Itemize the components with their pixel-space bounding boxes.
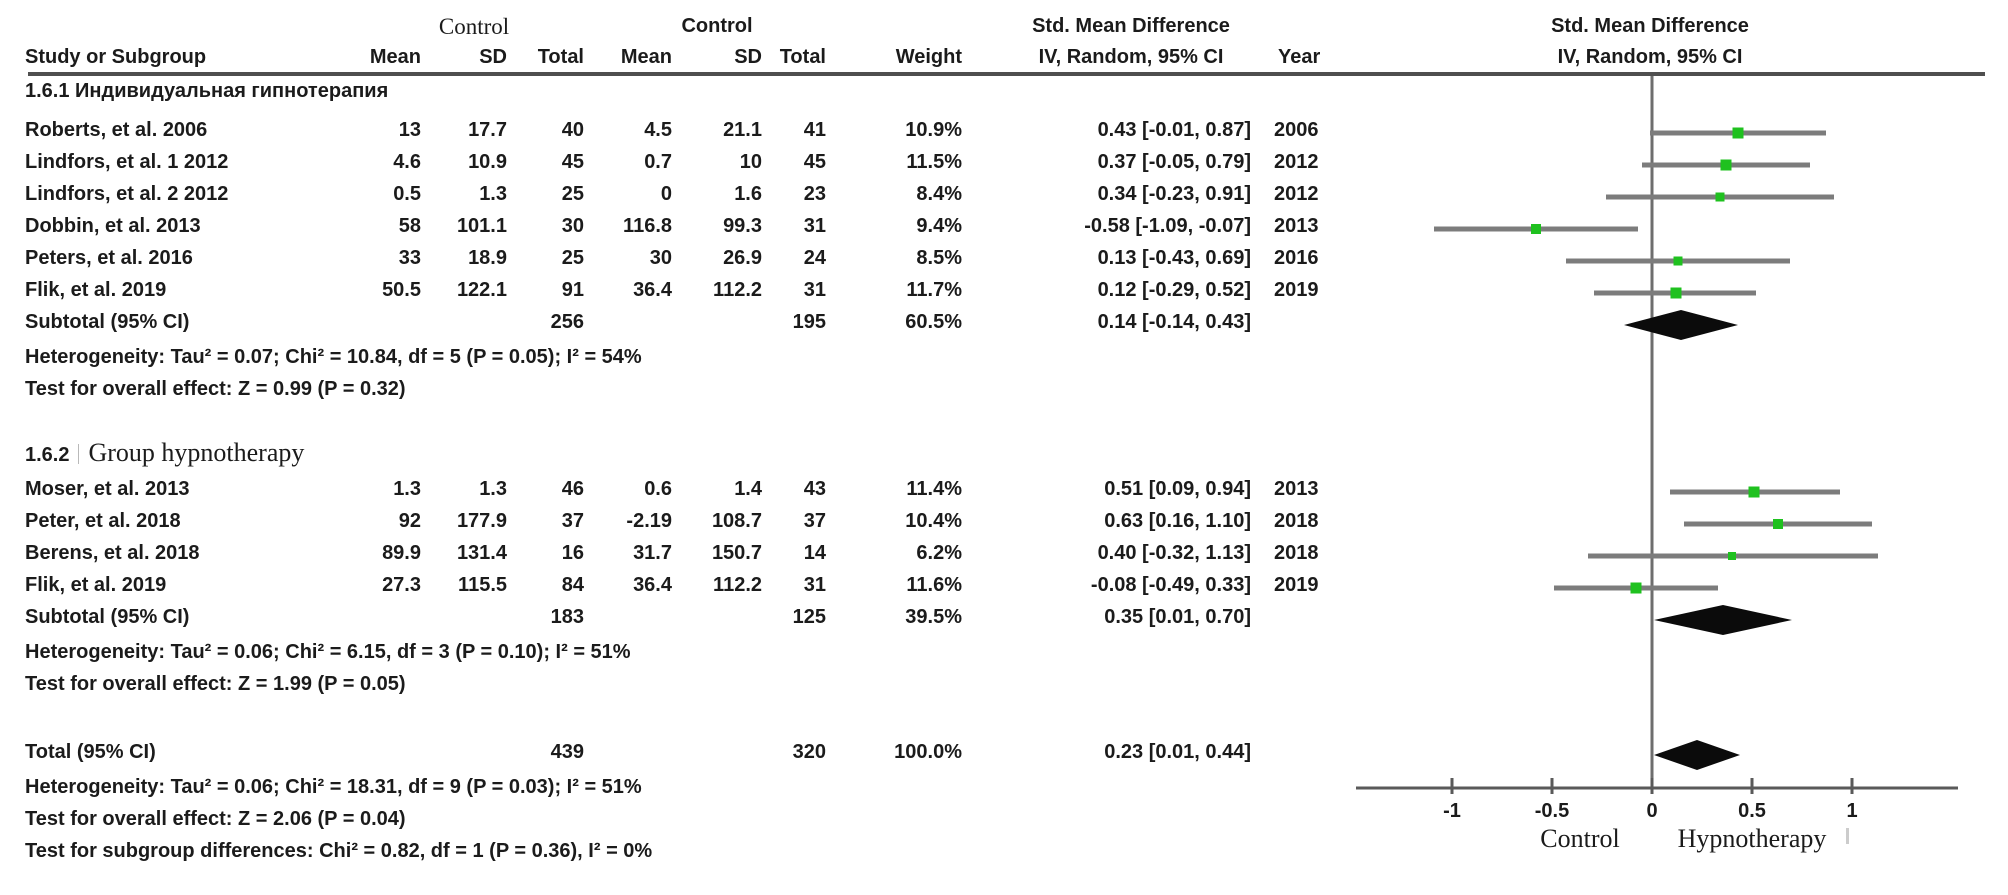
total-treatment: 183 <box>550 606 584 628</box>
total-treatment: 439 <box>550 741 584 763</box>
total-control: 31 <box>803 215 826 237</box>
axis-right-label: Hypnotherapy <box>1677 824 1827 853</box>
sd-control: 1.6 <box>734 183 762 205</box>
study-name: Dobbin, et al. 2013 <box>25 215 201 237</box>
mean-treatment: 33 <box>398 247 421 269</box>
year-value: 2012 <box>1274 151 1319 173</box>
mean-treatment: 1.3 <box>393 478 421 500</box>
overall-effect-text: Test for overall effect: Z = 2.06 (P = 0.04) <box>25 808 406 830</box>
col-header-total-2: Total <box>779 46 826 68</box>
heterogeneity-text: Heterogeneity: Tau² = 0.06; Chi² = 6.15, df = 3 (P = 0.10); I² = 51% <box>25 641 631 663</box>
total-treatment: 84 <box>561 574 584 596</box>
subgroup-diff-text: Test for subgroup differences: Chi² = 0.82, df = 1 (P = 0.36), I² = 0% <box>25 840 653 862</box>
year-value: 2012 <box>1274 183 1319 205</box>
study-name: Peter, et al. 2018 <box>25 510 181 532</box>
effect-marker <box>1671 288 1682 299</box>
ci-text: 0.13 [-0.43, 0.69] <box>1097 247 1251 269</box>
mean-control: 0.7 <box>644 151 672 173</box>
total-control: 31 <box>803 279 826 301</box>
total-control: 43 <box>803 478 826 500</box>
axis-left-label: Control <box>1540 824 1620 853</box>
year-value: 2016 <box>1274 247 1319 269</box>
weight-value: 10.4% <box>905 510 962 532</box>
ci-text: 0.51 [0.09, 0.94] <box>1104 478 1251 500</box>
heterogeneity-text: Heterogeneity: Tau² = 0.07; Chi² = 10.84, df = 5 (P = 0.05); I² = 54% <box>25 346 642 368</box>
weight-value: 100.0% <box>894 741 962 763</box>
ci-text: 0.14 [-0.14, 0.43] <box>1097 311 1251 333</box>
ci-text: 0.12 [-0.29, 0.52] <box>1097 279 1251 301</box>
mean-treatment: 0.5 <box>393 183 421 205</box>
control-group-header-serif: Control <box>438 14 510 39</box>
ci-text: -0.58 [-1.09, -0.07] <box>1084 215 1251 237</box>
axis-tick-label: 0 <box>1646 800 1658 822</box>
total-treatment: 40 <box>561 119 584 141</box>
mean-control: 4.5 <box>644 119 672 141</box>
col-header-ci: IV, Random, 95% CI <box>1038 46 1224 68</box>
study-name: Flik, et al. 2019 <box>25 574 167 596</box>
total-treatment: 25 <box>561 247 584 269</box>
col-header-mean-1: Mean <box>369 46 421 68</box>
year-value: 2018 <box>1274 542 1319 564</box>
col-header-weight: Weight <box>895 46 962 68</box>
total-control: 24 <box>803 247 826 269</box>
sd-control: 26.9 <box>723 247 762 269</box>
sd-treatment: 17.7 <box>468 119 507 141</box>
total-diamond <box>1654 740 1740 770</box>
effect-marker <box>1531 224 1541 234</box>
weight-value: 60.5% <box>905 311 962 333</box>
total-control: 31 <box>803 574 826 596</box>
total-treatment: 46 <box>561 478 584 500</box>
weight-value: 11.5% <box>906 151 962 173</box>
ci-text: -0.08 [-0.49, 0.33] <box>1090 574 1251 596</box>
ci-text: 0.23 [0.01, 0.44] <box>1104 741 1251 763</box>
effect-marker <box>1631 583 1642 594</box>
effect-marker <box>1728 552 1736 560</box>
weight-value: 11.6% <box>906 574 962 596</box>
overall-effect-text: Test for overall effect: Z = 1.99 (P = 0.05) <box>25 673 406 695</box>
total-control: 14 <box>803 542 826 564</box>
subtotal-diamond <box>1624 310 1738 340</box>
study-name: Flik, et al. 2019 <box>25 279 167 301</box>
axis-tick-label: 1 <box>1846 800 1858 822</box>
ci-text: 0.37 [-0.05, 0.79] <box>1097 151 1251 173</box>
mean-control: 36.4 <box>633 574 672 596</box>
sd-treatment: 131.4 <box>456 542 507 564</box>
sd-control: 112.2 <box>713 574 762 596</box>
year-value: 2018 <box>1274 510 1319 532</box>
col-header-mean-2: Mean <box>620 46 672 68</box>
study-name: Subtotal (95% CI) <box>25 606 190 628</box>
subtotal-diamond <box>1654 605 1792 635</box>
total-control: 41 <box>803 119 826 141</box>
col-header-study: Study or Subgroup <box>25 46 207 68</box>
study-name: Subtotal (95% CI) <box>25 311 190 333</box>
sd-treatment: 18.9 <box>468 247 507 269</box>
total-treatment: 256 <box>550 311 584 333</box>
weight-value: 8.4% <box>916 183 962 205</box>
ci-text: 0.63 [0.16, 1.10] <box>1104 510 1251 532</box>
weight-value: 6.2% <box>916 542 962 564</box>
total-control: 45 <box>803 151 826 173</box>
total-control: 23 <box>803 183 826 205</box>
mean-treatment: 92 <box>398 510 421 532</box>
ci-text: 0.43 [-0.01, 0.87] <box>1097 119 1251 141</box>
mean-treatment: 27.3 <box>382 574 421 596</box>
mean-control: -2.19 <box>626 510 672 532</box>
mean-treatment: 4.6 <box>393 151 421 173</box>
year-value: 2013 <box>1274 215 1319 237</box>
sd-treatment: 1.3 <box>479 478 507 500</box>
sd-control: 99.3 <box>723 215 762 237</box>
axis-tick-label: -1 <box>1443 800 1461 822</box>
mean-control: 0 <box>660 183 672 205</box>
mean-treatment: 13 <box>398 119 421 141</box>
total-treatment: 45 <box>561 151 584 173</box>
weight-value: 11.7% <box>906 279 962 301</box>
effect-marker <box>1716 193 1725 202</box>
mean-treatment: 58 <box>398 215 421 237</box>
effect-marker <box>1733 128 1744 139</box>
ci-text: 0.35 [0.01, 0.70] <box>1104 606 1251 628</box>
effect-marker <box>1674 257 1683 266</box>
total-treatment: 16 <box>561 542 584 564</box>
axis-tick-label: -0.5 <box>1534 800 1570 822</box>
mean-treatment: 50.5 <box>382 279 421 301</box>
sd-control: 112.2 <box>713 279 762 301</box>
total-control: 320 <box>792 741 826 763</box>
weight-value: 11.4% <box>906 478 962 500</box>
col-header-ci-plot: IV, Random, 95% CI <box>1557 46 1743 68</box>
col-header-sd-1: SD <box>479 46 507 68</box>
effect-marker <box>1749 487 1760 498</box>
study-name: Lindfors, et al. 2 2012 <box>25 183 229 205</box>
study-name: Total (95% CI) <box>25 741 156 763</box>
sd-treatment: 101.1 <box>456 215 507 237</box>
ci-text: 0.40 [-0.32, 1.13] <box>1097 542 1251 564</box>
total-control: 37 <box>803 510 826 532</box>
sd-control: 21.1 <box>723 119 762 141</box>
mean-treatment: 89.9 <box>382 542 421 564</box>
weight-value: 8.5% <box>916 247 962 269</box>
sd-treatment: 1.3 <box>479 183 507 205</box>
control-group-header: Control <box>681 15 753 37</box>
mean-control: 0.6 <box>644 478 672 500</box>
col-header-total-1: Total <box>537 46 584 68</box>
study-name: Roberts, et al. 2006 <box>25 119 208 141</box>
sd-treatment: 115.5 <box>458 574 507 596</box>
year-value: 2019 <box>1274 279 1319 301</box>
total-treatment: 91 <box>561 279 584 301</box>
section-header: 1.6.2 Group hypnotherapy <box>25 438 305 467</box>
mean-control: 36.4 <box>633 279 672 301</box>
sd-treatment: 10.9 <box>468 151 507 173</box>
weight-value: 10.9% <box>905 119 962 141</box>
total-treatment: 37 <box>561 510 584 532</box>
axis-tick-label: 0.5 <box>1738 800 1766 822</box>
total-control: 125 <box>792 606 826 628</box>
smd-column-header: Std. Mean Difference <box>1032 15 1230 37</box>
study-name: Berens, et al. 2018 <box>25 542 200 564</box>
section-header: 1.6.1 Индивидуальная гипнотерапия <box>25 80 389 102</box>
sd-control: 150.7 <box>711 542 762 564</box>
mean-control: 116.8 <box>623 215 672 237</box>
year-value: 2006 <box>1274 119 1319 141</box>
mean-control: 30 <box>649 247 672 269</box>
total-treatment: 30 <box>561 215 584 237</box>
study-name: Lindfors, et al. 1 2012 <box>25 151 229 173</box>
year-value: 2019 <box>1274 574 1319 596</box>
sd-control: 1.4 <box>734 478 762 500</box>
overall-effect-text: Test for overall effect: Z = 0.99 (P = 0.32) <box>25 378 406 400</box>
smd-plot-header: Std. Mean Difference <box>1551 15 1749 37</box>
sd-control: 10 <box>739 151 762 173</box>
mean-control: 31.7 <box>633 542 672 564</box>
year-value: 2013 <box>1274 478 1319 500</box>
total-treatment: 25 <box>561 183 584 205</box>
col-header-year: Year <box>1278 46 1321 68</box>
effect-marker <box>1721 160 1732 171</box>
stray-mark <box>1846 828 1849 844</box>
col-header-sd-2: SD <box>734 46 762 68</box>
sd-control: 108.7 <box>711 510 762 532</box>
weight-value: 39.5% <box>905 606 962 628</box>
study-name: Moser, et al. 2013 <box>25 478 190 500</box>
total-control: 195 <box>792 311 826 333</box>
sd-treatment: 122.1 <box>456 279 507 301</box>
effect-marker <box>1773 519 1783 529</box>
sd-treatment: 177.9 <box>456 510 507 532</box>
ci-text: 0.34 [-0.23, 0.91] <box>1097 183 1251 205</box>
heterogeneity-text: Heterogeneity: Tau² = 0.06; Chi² = 18.31, df = 9 (P = 0.03); I² = 51% <box>25 776 642 798</box>
weight-value: 9.4% <box>916 215 962 237</box>
separator <box>78 444 79 464</box>
study-name: Peters, et al. 2016 <box>25 247 193 269</box>
